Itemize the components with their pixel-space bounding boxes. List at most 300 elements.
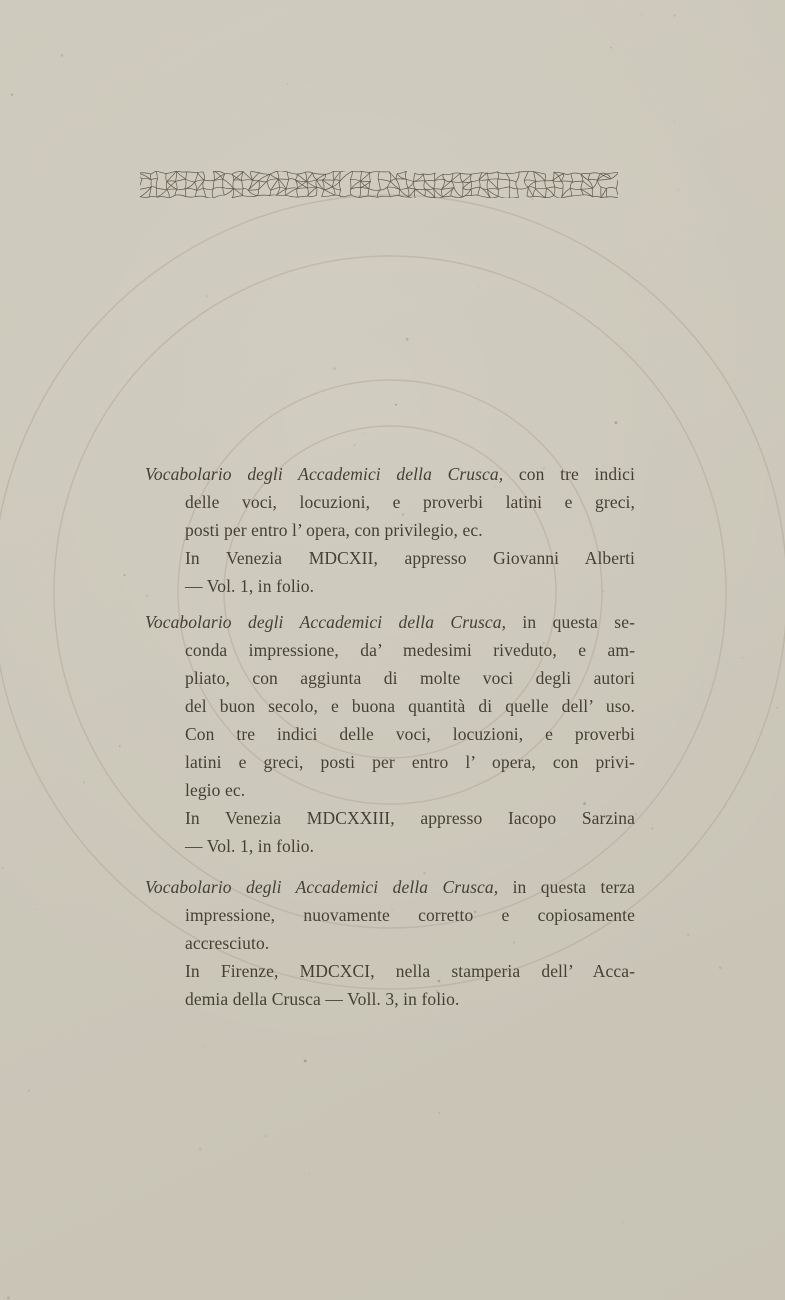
lace-stroke — [463, 189, 471, 190]
lace-stroke — [295, 174, 297, 180]
lace-stroke — [570, 182, 573, 188]
lace-stroke — [340, 190, 341, 197]
lace-stroke — [524, 172, 528, 181]
lace-stroke — [361, 171, 362, 181]
lace-stroke — [397, 171, 406, 174]
lace-stroke — [175, 189, 177, 195]
text-segment: in questa se- — [506, 612, 635, 632]
text-line — [145, 544, 635, 572]
text-segment: posti per entro l’ opera, con privilegio, ec. — [185, 520, 483, 540]
lace-stroke — [378, 179, 390, 181]
paper-speck — [623, 1222, 624, 1223]
lace-stroke — [408, 182, 414, 188]
lace-stroke — [561, 181, 573, 182]
lace-stroke — [156, 179, 157, 188]
lace-stroke — [471, 182, 472, 190]
lace-stroke — [545, 181, 547, 189]
work-title-segment: Vocabolario degli Accademici della Crusca, — [145, 612, 507, 632]
lace-stroke — [593, 180, 598, 188]
lace-stroke — [351, 181, 361, 189]
lace-stroke — [259, 181, 267, 182]
lace-stroke — [488, 179, 498, 180]
lace-stroke — [597, 180, 601, 187]
lace-stroke — [488, 180, 498, 190]
lace-stroke — [270, 171, 277, 174]
lace-stroke — [233, 180, 234, 188]
lace-stroke — [149, 196, 157, 197]
lace-stroke — [316, 180, 317, 188]
text-line — [145, 460, 635, 488]
lace-stroke — [546, 195, 554, 197]
lace-stroke — [186, 179, 195, 182]
text-line — [145, 832, 635, 860]
lace-stroke — [571, 174, 573, 182]
lace-stroke — [351, 195, 359, 198]
lace-stroke — [460, 173, 471, 174]
lace-stroke — [360, 188, 361, 198]
lace-stroke — [169, 195, 175, 198]
lace-stroke — [479, 180, 488, 181]
lace-stroke — [277, 171, 279, 179]
lace-stroke — [408, 188, 416, 189]
lace-stroke — [289, 179, 295, 180]
paper-speck — [742, 657, 743, 658]
text-line — [145, 636, 635, 664]
lace-stroke — [498, 179, 509, 180]
lace-stroke — [251, 171, 260, 173]
lace-stroke — [195, 173, 198, 182]
lace-stroke — [213, 195, 224, 198]
paper-speck — [395, 404, 397, 406]
lace-stroke — [378, 172, 379, 180]
lace-stroke — [600, 173, 606, 174]
paper-speck — [354, 444, 356, 446]
lace-stroke — [405, 171, 406, 179]
paper-speck — [641, 14, 642, 15]
lace-stroke — [233, 189, 242, 196]
lace-stroke — [243, 196, 250, 197]
lace-stroke — [616, 189, 618, 198]
lace-stroke — [368, 196, 377, 197]
text-line — [145, 929, 635, 957]
lace-stroke — [176, 181, 178, 189]
lace-stroke — [167, 190, 170, 198]
lace-stroke — [471, 195, 478, 196]
lace-stroke — [350, 189, 351, 195]
paper-speck — [206, 295, 208, 297]
lace-stroke — [471, 180, 479, 182]
lace-stroke — [445, 180, 452, 182]
text-segment: — Vol. 1, in folio. — [185, 576, 315, 596]
lace-stroke — [316, 187, 317, 195]
paper-speck — [61, 54, 64, 57]
lace-stroke — [370, 172, 379, 173]
lace-stroke — [451, 181, 463, 182]
lace-stroke — [305, 172, 307, 181]
lace-stroke — [270, 174, 278, 179]
paper-speck — [309, 1173, 310, 1174]
lace-stroke — [516, 172, 519, 182]
lace-stroke — [510, 180, 517, 182]
lace-stroke — [533, 189, 536, 197]
lace-stroke — [409, 197, 415, 198]
lace-stroke — [223, 187, 234, 188]
paper-speck — [120, 316, 121, 317]
paper-speck — [531, 198, 533, 200]
text-segment: impressione, nuovamente corretto e copiosamente — [185, 905, 635, 925]
lace-stroke — [253, 180, 259, 181]
lace-stroke — [487, 172, 497, 174]
lace-stroke — [572, 195, 584, 196]
lace-stroke — [547, 188, 554, 195]
lace-stroke — [453, 173, 461, 174]
lace-stroke — [157, 190, 167, 197]
lace-stroke — [423, 173, 435, 174]
lace-stroke — [390, 179, 396, 182]
paper-speck — [776, 707, 777, 708]
lace-stroke — [524, 180, 536, 181]
text-segment: Con tre indici delle voci, locuzioni, e proverbi — [185, 724, 635, 744]
lace-stroke — [606, 188, 607, 197]
paper-speck — [651, 828, 653, 830]
text-segment: In Venezia MDCXII, appresso Giovanni Alberti — [185, 548, 635, 568]
text-segment: latini e greci, posti per entro l’ opera, con privi- — [185, 752, 635, 772]
text-segment: con tre indici — [503, 464, 635, 484]
lace-stroke — [528, 187, 533, 196]
text-segment: delle voci, locuzioni, e proverbi latini e greci, — [185, 492, 635, 512]
lace-stroke — [250, 196, 258, 197]
lace-stroke — [341, 195, 352, 197]
lace-stroke — [267, 181, 271, 190]
ornament-band — [140, 171, 618, 198]
lace-stroke — [370, 173, 371, 182]
lace-stroke — [583, 181, 592, 188]
lace-stroke — [479, 180, 480, 187]
lace-stroke — [387, 182, 390, 188]
lace-pattern — [140, 171, 618, 198]
lace-stroke — [195, 182, 197, 190]
paper-speck — [265, 1135, 267, 1137]
lace-stroke — [536, 188, 547, 189]
lace-stroke — [506, 172, 519, 174]
lace-stroke — [186, 197, 196, 198]
lace-stroke — [307, 180, 317, 182]
lace-stroke — [588, 179, 597, 180]
lace-stroke — [313, 173, 326, 174]
lace-stroke — [527, 187, 528, 196]
paper-speck — [119, 745, 121, 747]
lace-stroke — [590, 173, 600, 174]
lace-stroke — [287, 172, 289, 180]
lace-stroke — [286, 179, 288, 189]
lace-stroke — [400, 188, 408, 189]
bibliography-entry — [145, 873, 635, 1013]
bibliography-text — [145, 460, 635, 1013]
lace-stroke — [257, 189, 258, 195]
lace-stroke — [413, 182, 415, 189]
lace-stroke — [581, 173, 590, 174]
lace-stroke — [378, 179, 380, 190]
lace-stroke — [197, 172, 203, 173]
paper-speck — [610, 47, 612, 49]
lace-stroke — [570, 188, 571, 196]
lace-stroke — [214, 171, 215, 180]
lace-stroke — [232, 196, 243, 198]
lace-stroke — [196, 190, 197, 196]
lace-stroke — [156, 188, 157, 197]
lace-stroke — [581, 181, 583, 189]
lace-stroke — [177, 189, 185, 190]
lace-stroke — [487, 173, 488, 180]
paper-speck — [614, 421, 617, 424]
text-segment: pliato, con aggiunta di molte voci degli autori — [185, 668, 635, 688]
lace-stroke — [269, 195, 276, 196]
text-line — [145, 720, 635, 748]
text-segment: In Venezia MDCXXIII, appresso Iacopo Sarzina — [185, 808, 635, 828]
paper-speck — [28, 1090, 30, 1092]
lace-stroke — [471, 187, 480, 189]
lace-stroke — [517, 187, 528, 189]
lace-stroke — [524, 181, 528, 188]
lace-stroke — [248, 180, 252, 190]
lace-stroke — [285, 189, 286, 195]
lace-stroke — [460, 173, 462, 182]
lace-stroke — [213, 187, 223, 189]
lace-stroke — [224, 189, 233, 196]
lace-stroke — [297, 188, 307, 189]
lace-stroke — [233, 189, 243, 190]
lace-stroke — [334, 171, 340, 172]
lace-stroke — [176, 179, 186, 181]
lace-stroke — [307, 173, 313, 182]
lace-stroke — [425, 189, 426, 196]
lace-stroke — [434, 189, 442, 190]
lace-stroke — [506, 173, 510, 180]
lace-stroke — [434, 181, 435, 189]
lace-stroke — [271, 179, 279, 190]
text-line — [145, 692, 635, 720]
lace-stroke — [225, 174, 232, 175]
lace-stroke — [435, 179, 445, 180]
lace-stroke — [223, 187, 225, 195]
lace-stroke — [140, 173, 151, 174]
paper-speck — [438, 1112, 440, 1114]
work-title-segment: Vocabolario degli Accademici della Crusca, — [145, 464, 504, 484]
lace-stroke — [443, 174, 453, 175]
lace-stroke — [510, 187, 518, 189]
lace-stroke — [259, 181, 260, 190]
paper-speck — [304, 1059, 307, 1062]
text-line — [145, 985, 635, 1013]
lace-stroke — [553, 181, 555, 187]
lace-stroke — [561, 181, 563, 188]
lace-stroke — [528, 181, 536, 187]
text-line — [145, 748, 635, 776]
lace-stroke — [554, 195, 562, 198]
lace-stroke — [424, 181, 425, 189]
paper-speck — [35, 909, 36, 910]
paper-speck — [177, 413, 178, 414]
lace-stroke — [167, 181, 176, 182]
lace-stroke — [564, 174, 571, 175]
paper-speck — [478, 286, 479, 287]
lace-stroke — [390, 196, 399, 197]
lace-stroke — [553, 181, 561, 182]
lace-stroke — [415, 189, 424, 196]
lace-stroke — [415, 189, 424, 190]
lace-stroke — [322, 195, 335, 197]
lace-stroke — [287, 172, 297, 174]
lace-stroke — [353, 171, 362, 172]
paper-speck — [719, 966, 722, 969]
lace-stroke — [535, 181, 536, 188]
paper-speck — [123, 574, 125, 576]
text-line — [145, 516, 635, 544]
lace-stroke — [324, 190, 335, 196]
paper-speck — [83, 781, 85, 783]
lace-stroke — [570, 188, 581, 189]
paper-speck — [673, 14, 675, 16]
text-segment: — Vol. 1, in folio. — [185, 836, 315, 856]
lace-stroke — [322, 190, 324, 197]
paper-speck — [406, 338, 409, 341]
lace-stroke — [297, 174, 307, 181]
lace-stroke — [573, 181, 583, 182]
lace-stroke — [399, 189, 400, 195]
lace-stroke — [601, 188, 607, 197]
lace-stroke — [175, 195, 186, 197]
lace-stroke — [204, 180, 214, 181]
lace-stroke — [286, 188, 297, 195]
lace-stroke — [498, 187, 509, 190]
lace-stroke — [561, 196, 571, 198]
lace-stroke — [297, 188, 298, 197]
lace-stroke — [277, 189, 287, 195]
lace-stroke — [259, 181, 267, 189]
lace-stroke — [308, 187, 317, 196]
lace-stroke — [140, 179, 142, 190]
lace-stroke — [408, 188, 409, 197]
lace-stroke — [206, 197, 213, 198]
lace-stroke — [527, 196, 533, 197]
text-line — [145, 804, 635, 832]
lace-stroke — [305, 172, 312, 173]
lace-stroke — [308, 196, 317, 197]
lace-stroke — [478, 187, 480, 195]
paper-speck — [7, 1296, 10, 1299]
lace-stroke — [601, 187, 607, 188]
lace-stroke — [534, 172, 536, 182]
lace-stroke — [176, 171, 177, 181]
lace-stroke — [406, 179, 414, 181]
lace-stroke — [242, 180, 253, 181]
lace-stroke — [248, 181, 259, 191]
paper-speck — [687, 933, 690, 936]
text-line — [145, 901, 635, 929]
lace-stroke — [434, 173, 435, 181]
text-line — [145, 664, 635, 692]
lace-stroke — [213, 181, 214, 189]
lace-stroke — [196, 196, 206, 197]
lace-stroke — [607, 187, 617, 188]
lace-stroke — [185, 189, 186, 197]
lace-stroke — [463, 182, 464, 189]
lace-stroke — [203, 188, 213, 189]
lace-stroke — [406, 179, 408, 188]
lace-stroke — [498, 196, 509, 198]
lace-stroke — [298, 196, 308, 197]
lace-stroke — [555, 187, 563, 188]
lace-stroke — [334, 180, 340, 181]
lace-stroke — [571, 173, 581, 174]
text-line — [145, 572, 635, 600]
lace-stroke — [425, 181, 434, 189]
lace-stroke — [360, 196, 368, 197]
bibliography-entry — [145, 608, 635, 860]
lace-stroke — [156, 188, 166, 190]
text-segment: del buon secolo, e buona quantità di quelle dell’ uso. — [185, 696, 635, 716]
lace-stroke — [157, 197, 169, 198]
paper-speck — [677, 189, 678, 190]
lace-stroke — [185, 188, 197, 190]
lace-stroke — [607, 172, 618, 174]
lace-stroke — [243, 188, 248, 190]
paper-speck — [673, 121, 675, 123]
lace-stroke — [203, 188, 206, 197]
text-line — [145, 488, 635, 516]
work-title-segment: Vocabolario degli Accademici della Crusca, — [145, 877, 499, 897]
lace-stroke — [277, 171, 287, 172]
lace-stroke — [601, 197, 607, 198]
lace-stroke — [377, 190, 380, 197]
lace-stroke — [471, 189, 472, 195]
lace-stroke — [176, 171, 186, 172]
lace-stroke — [547, 187, 555, 188]
lace-stroke — [340, 181, 341, 190]
lace-stroke — [350, 179, 360, 181]
lace-stroke — [151, 179, 157, 180]
lace-stroke — [597, 179, 610, 180]
lace-stroke — [487, 188, 498, 189]
lace-stroke — [186, 172, 187, 179]
lace-stroke — [536, 181, 545, 182]
lace-stroke — [487, 180, 488, 190]
lace-stroke — [307, 187, 317, 188]
text-line — [145, 776, 635, 804]
text-segment: In Firenze, MDCXCI, nella stamperia dell’ Acca- — [185, 961, 635, 981]
lace-stroke — [490, 196, 498, 198]
lace-stroke — [253, 173, 260, 180]
lace-stroke — [441, 189, 442, 197]
lace-stroke — [340, 172, 341, 181]
lace-stroke — [471, 173, 482, 175]
lace-stroke — [593, 196, 601, 197]
lace-stroke — [463, 174, 472, 182]
lace-stroke — [151, 171, 156, 174]
lace-stroke — [334, 172, 341, 180]
lace-stroke — [414, 173, 415, 182]
paper-speck — [778, 465, 779, 466]
lace-stroke — [140, 197, 149, 198]
lace-stroke — [156, 171, 166, 173]
lace-stroke — [607, 197, 618, 198]
lace-stroke — [454, 188, 462, 198]
lace-stroke — [203, 172, 204, 180]
lace-stroke — [443, 174, 445, 179]
lace-stroke — [186, 172, 197, 173]
lace-stroke — [362, 171, 370, 172]
lace-stroke — [516, 182, 518, 189]
